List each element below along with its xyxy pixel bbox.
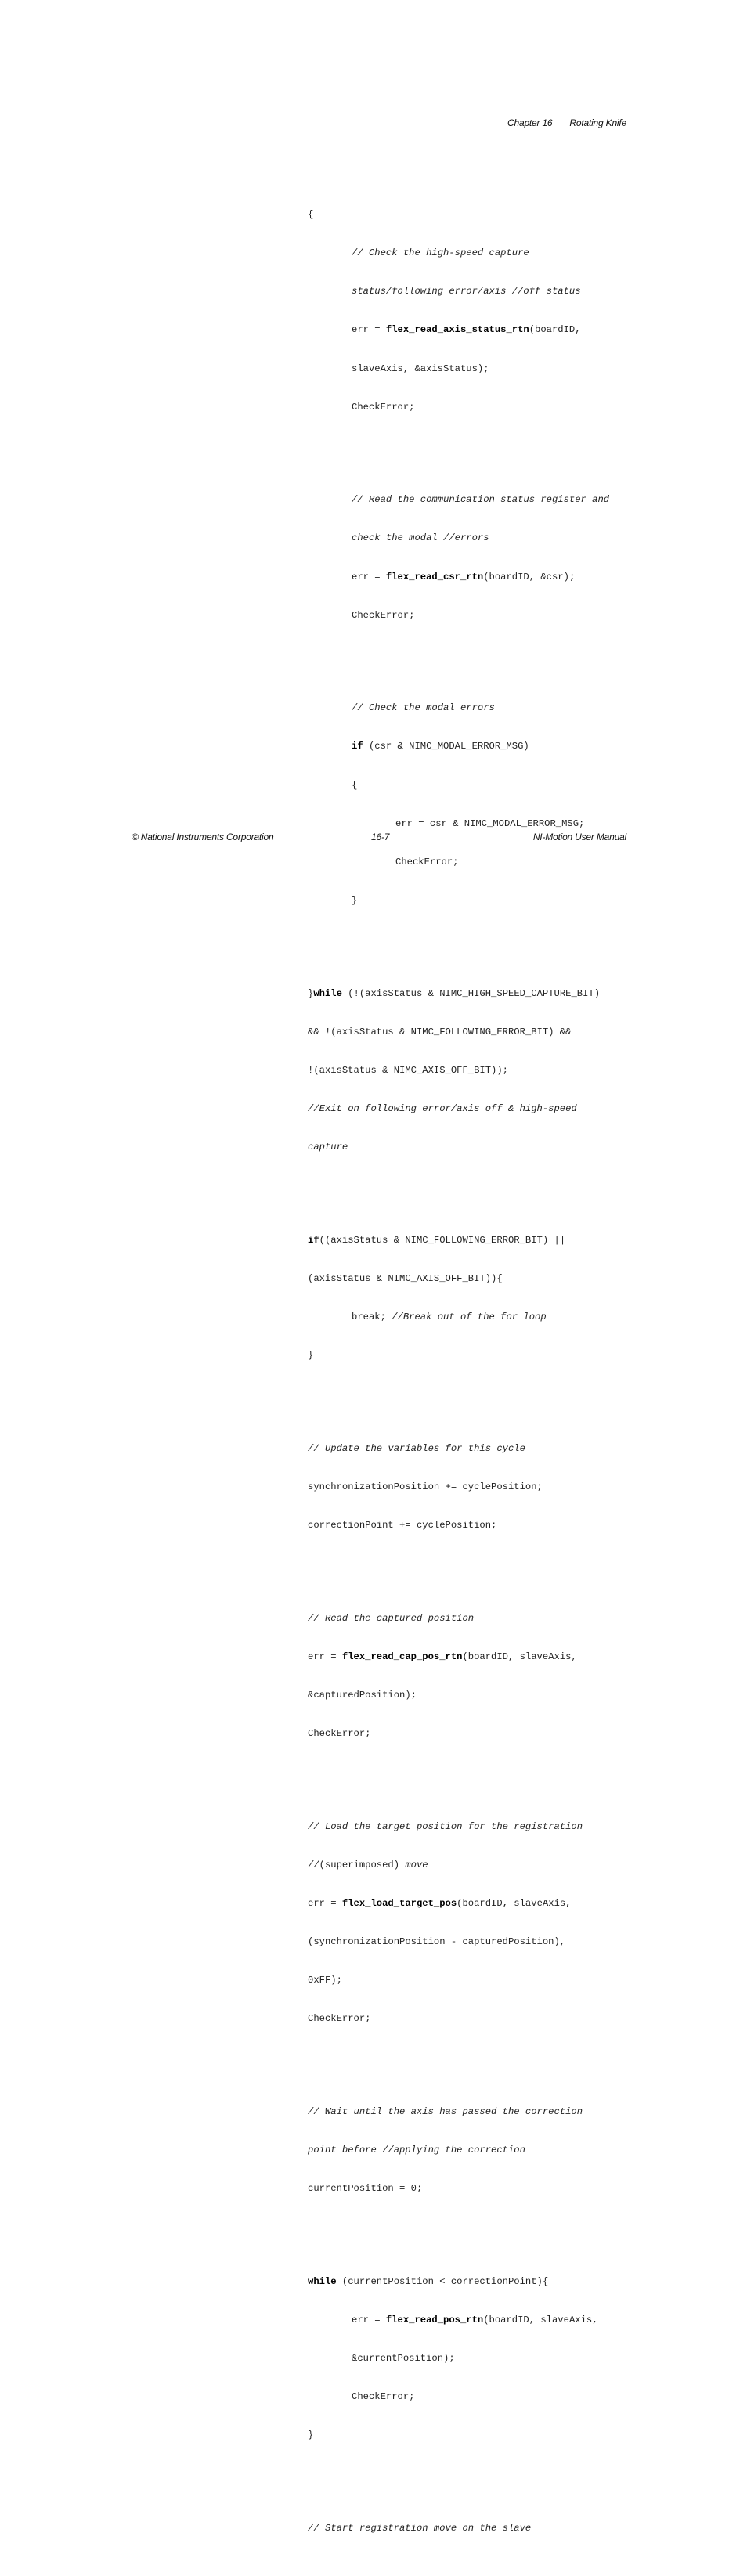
- code-text: err =: [352, 2314, 386, 2325]
- code-text: (boardID, slaveAxis,: [456, 1897, 572, 1909]
- chapter-label: Chapter 16: [507, 117, 553, 128]
- code-text: (superimposed): [319, 1859, 400, 1871]
- footer-copyright: © National Instruments Corporation: [132, 832, 274, 842]
- code-line: [308, 1897, 637, 1910]
- code-text: (boardID, slaveAxis,: [483, 2314, 598, 2325]
- code-line: [308, 1651, 637, 1663]
- page-footer: [132, 832, 626, 844]
- code-comment: // Check the high-speed capture: [352, 247, 529, 259]
- code-comment: status/following error/axis //off status: [352, 286, 581, 298]
- code-line: CheckError;: [352, 2390, 415, 2402]
- code-block-read-csr: [308, 468, 637, 648]
- code-comment: point before //applying the correction: [308, 2144, 525, 2156]
- code-line: &capturedPosition);: [308, 1689, 417, 1701]
- code-block-update: [308, 1416, 637, 1557]
- code-line: &currentPosition);: [352, 2352, 455, 2364]
- code-line: [308, 740, 637, 752]
- function-name: flex_load_target_pos: [341, 1897, 457, 1909]
- code-comment: // Read the communication status register and: [352, 494, 610, 506]
- code-comment: //: [308, 1859, 319, 1871]
- code-line: CheckError;: [308, 1727, 371, 1739]
- code-text: ((axisStatus & NIMC_FOLLOWING_ERROR_BIT) ||: [319, 1234, 566, 1246]
- keyword: if: [352, 741, 363, 752]
- footer-manual-title: NI-Motion User Manual: [532, 832, 626, 842]
- code-comment: check the modal //errors: [352, 532, 489, 544]
- code-comment: // Load the target position for the registration: [308, 1820, 583, 1832]
- code-block-wait: [308, 2080, 637, 2221]
- code-line: [308, 2275, 637, 2288]
- code-line: {: [308, 209, 314, 221]
- code-comment: //Break out of the for loop: [392, 1311, 547, 1322]
- code-text: err =: [352, 571, 386, 583]
- code-line: !(axisStatus & NIMC_AXIS_OFF_BIT));: [308, 1064, 508, 1076]
- code-line: synchronizationPosition += cyclePosition;: [308, 1481, 543, 1492]
- code-comment: // Check the modal errors: [352, 702, 495, 714]
- code-text: err =: [308, 1651, 342, 1662]
- code-text: (boardID, &csr);: [483, 571, 576, 583]
- code-line: CheckError;: [352, 401, 415, 413]
- function-name: flex_read_pos_rtn: [385, 2314, 484, 2325]
- code-comment: //Exit on following error/axis off & high-speed: [308, 1102, 577, 1114]
- code-comment: // Read the captured position: [308, 1612, 475, 1624]
- code-text: err =: [352, 324, 386, 336]
- code-line: }: [308, 2429, 314, 2441]
- code-block-load-target: [308, 1795, 637, 2051]
- code-line: && !(axisStatus & NIMC_FOLLOWING_ERROR_BIT) &&: [308, 1026, 572, 1037]
- code-text: (boardID, slaveAxis,: [462, 1651, 577, 1662]
- code-line: CheckError;: [352, 609, 415, 621]
- code-line: (axisStatus & NIMC_AXIS_OFF_BIT)){: [308, 1272, 503, 1284]
- code-text: break;: [352, 1311, 392, 1322]
- code-line: [308, 1311, 637, 1323]
- function-name: flex_read_cap_pos_rtn: [341, 1651, 463, 1662]
- page-number: 16-7: [371, 832, 390, 842]
- chapter-title: Rotating Knife: [569, 117, 626, 128]
- code-comment: capture: [308, 1141, 348, 1153]
- code-line: currentPosition = 0;: [308, 2182, 423, 2194]
- code-line: }: [352, 894, 358, 906]
- code-line: (synchronizationPosition - capturedPosition),: [308, 1936, 566, 1947]
- code-line: }: [308, 1349, 314, 1361]
- code-block-status-check: [308, 183, 637, 439]
- running-header: [507, 117, 626, 128]
- code-line: [308, 2314, 637, 2326]
- code-comment: // Start registration move on the slave: [308, 2522, 532, 2534]
- keyword: while: [308, 2275, 337, 2287]
- code-line: [308, 571, 637, 583]
- code-line: correctionPoint += cyclePosition;: [308, 1519, 497, 1531]
- code-text: (currentPosition < correctionPoint){: [336, 2275, 549, 2287]
- keyword: if: [308, 1234, 319, 1246]
- code-line: CheckError;: [308, 2012, 371, 2024]
- code-line: 0xFF);: [308, 1974, 342, 1986]
- code-block-while-condition: [308, 961, 637, 1179]
- code-text: }: [308, 987, 314, 999]
- code-block-while-loop: [308, 2249, 637, 2467]
- code-line: [308, 1234, 637, 1247]
- code-text: (!(axisStatus & NIMC_HIGH_SPEED_CAPTURE_BIT): [341, 987, 601, 999]
- code-line: CheckError;: [395, 856, 459, 868]
- code-line: [308, 987, 637, 1000]
- code-block-modal-errors: [308, 676, 637, 933]
- code-line: err = csr & NIMC_MODAL_ERROR_MSG;: [395, 817, 585, 829]
- function-name: flex_read_axis_status_rtn: [385, 324, 529, 336]
- code-text: (boardID,: [529, 324, 581, 336]
- function-name: flex_read_csr_rtn: [385, 571, 484, 583]
- code-line: [308, 323, 637, 336]
- code-comment: move: [399, 1859, 428, 1871]
- code-listing: [308, 157, 637, 2576]
- code-line: {: [352, 779, 358, 791]
- code-line: slaveAxis, &axisStatus);: [352, 363, 489, 374]
- code-text: (csr & NIMC_MODAL_ERROR_MSG): [363, 741, 529, 752]
- code-comment: // Update the variables for this cycle: [308, 1442, 525, 1454]
- code-block-start-move: [308, 2496, 637, 2560]
- code-block-if-break: [308, 1208, 637, 1387]
- code-block-read-captured: [308, 1586, 637, 1766]
- code-text: err =: [308, 1897, 342, 1909]
- code-comment: // Wait until the axis has passed the correction: [308, 2105, 583, 2117]
- keyword: while: [313, 987, 342, 999]
- code-line: [308, 1859, 637, 1871]
